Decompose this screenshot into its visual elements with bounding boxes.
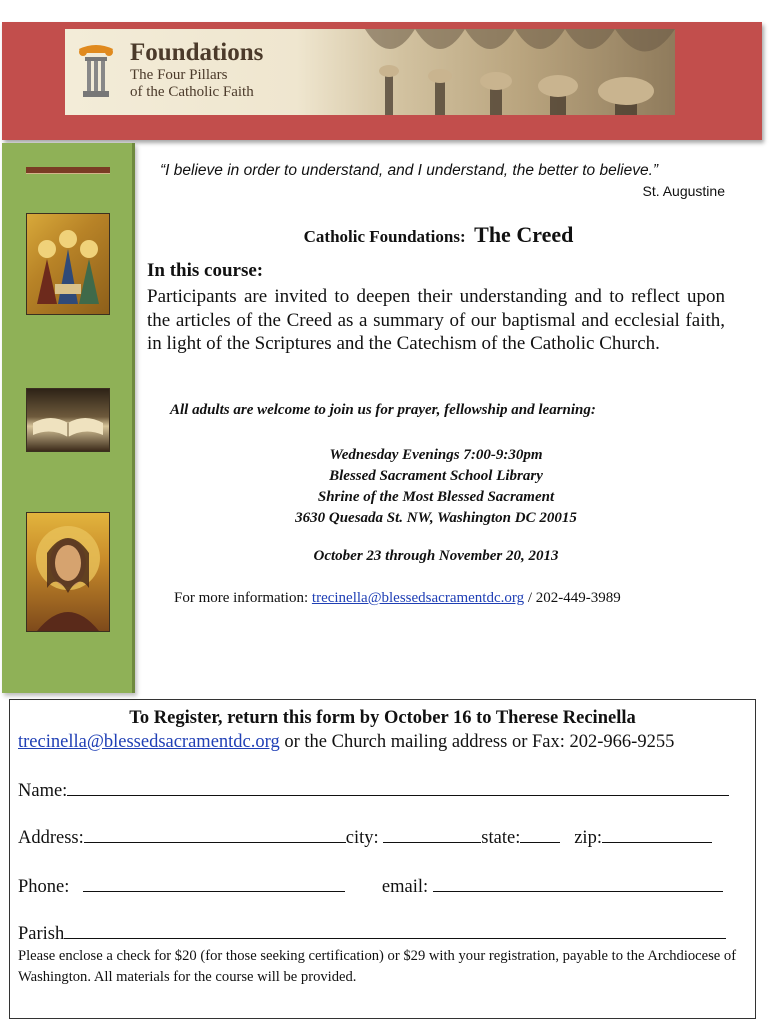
name-row: [18, 779, 729, 802]
registration-title: To Register, return this form by October 16 to Therese Recinella: [129, 708, 636, 728]
title-prefix: Catholic Foundations:: [303, 227, 466, 246]
logo-strip: [65, 29, 675, 115]
more-info: [174, 590, 621, 607]
quote-text: “I believe in order to understand, and I understand, the better to believe.”: [160, 162, 659, 179]
header-banner: [2, 22, 762, 140]
state-label: state:: [481, 828, 521, 848]
address-row: [18, 826, 712, 849]
course-heading: In this course:: [147, 260, 264, 281]
cloister-columns-image: [365, 29, 675, 115]
title-name: The Creed: [474, 222, 574, 247]
event-dates: October 23 through November 20, 2013: [313, 548, 559, 564]
registration-contact: [18, 732, 674, 753]
parish-row: [18, 922, 726, 945]
parish-field[interactable]: [64, 922, 726, 939]
details-schedule: Wednesday Evenings 7:00-9:30pm: [329, 447, 543, 463]
email-field[interactable]: [433, 875, 723, 892]
details-location: Blessed Sacrament School Library: [329, 468, 543, 484]
payment-note: Please enclose a check for $20 (for those seeking certification) or $29 with your registration, payable to the Archdiocese of Washington. All materials for the course will be provided.: [18, 948, 737, 985]
logo-subtitle-2: of the Catholic Faith: [130, 84, 254, 100]
name-label: Name:: [18, 781, 68, 801]
pillar-icon: [75, 41, 117, 101]
city-field[interactable]: [383, 826, 481, 843]
email-label: email:: [381, 877, 429, 897]
sidebar-rule: [26, 167, 110, 174]
open-bible-image: [26, 388, 110, 452]
page-title: [147, 222, 730, 248]
registration-email-link[interactable]: trecinella@blessedsacramentdc.org: [18, 732, 280, 752]
zip-label: zip:: [574, 828, 602, 848]
city-label: city:: [345, 828, 379, 848]
state-field[interactable]: [520, 826, 560, 843]
quote-author: St. Augustine: [642, 183, 725, 199]
phone-row: [18, 875, 723, 898]
parish-label: Parish: [18, 924, 65, 944]
details-address: 3630 Quesada St. NW, Washington DC 20015: [295, 510, 577, 526]
info-phone: / 202-449-3989: [527, 590, 621, 606]
welcome-text: All adults are welcome to join us for prayer, fellowship and learning:: [170, 402, 596, 418]
phone-field[interactable]: [83, 875, 345, 892]
registration-contact-rest: or the Church mailing address or Fax: 202-966-9255: [284, 732, 675, 752]
event-details: [147, 445, 725, 529]
more-info-label: For more information:: [174, 590, 309, 606]
phone-label: Phone:: [18, 877, 70, 897]
christ-icon-image: [26, 512, 110, 632]
sidebar: [2, 143, 135, 693]
address-label: Address:: [18, 828, 84, 848]
course-description: Participants are invited to deepen their understanding and to reflect upon the articles of the Creed as a summary of our baptismal and ecclesial faith, in light of the Scriptures and the Catechism of the Catholic Church.: [147, 286, 725, 354]
info-email-link[interactable]: trecinella@blessedsacramentdc.org: [311, 590, 525, 606]
trinity-icon-image: [26, 213, 110, 315]
logo-text: [130, 39, 263, 101]
name-field[interactable]: [67, 779, 729, 796]
logo-title: Foundations: [130, 39, 264, 66]
logo-subtitle-1: The Four Pillars: [130, 67, 228, 83]
details-shrine: Shrine of the Most Blessed Sacrament: [317, 489, 555, 505]
registration-form: [9, 699, 756, 1019]
zip-field[interactable]: [602, 826, 712, 843]
address-field[interactable]: [84, 826, 346, 843]
